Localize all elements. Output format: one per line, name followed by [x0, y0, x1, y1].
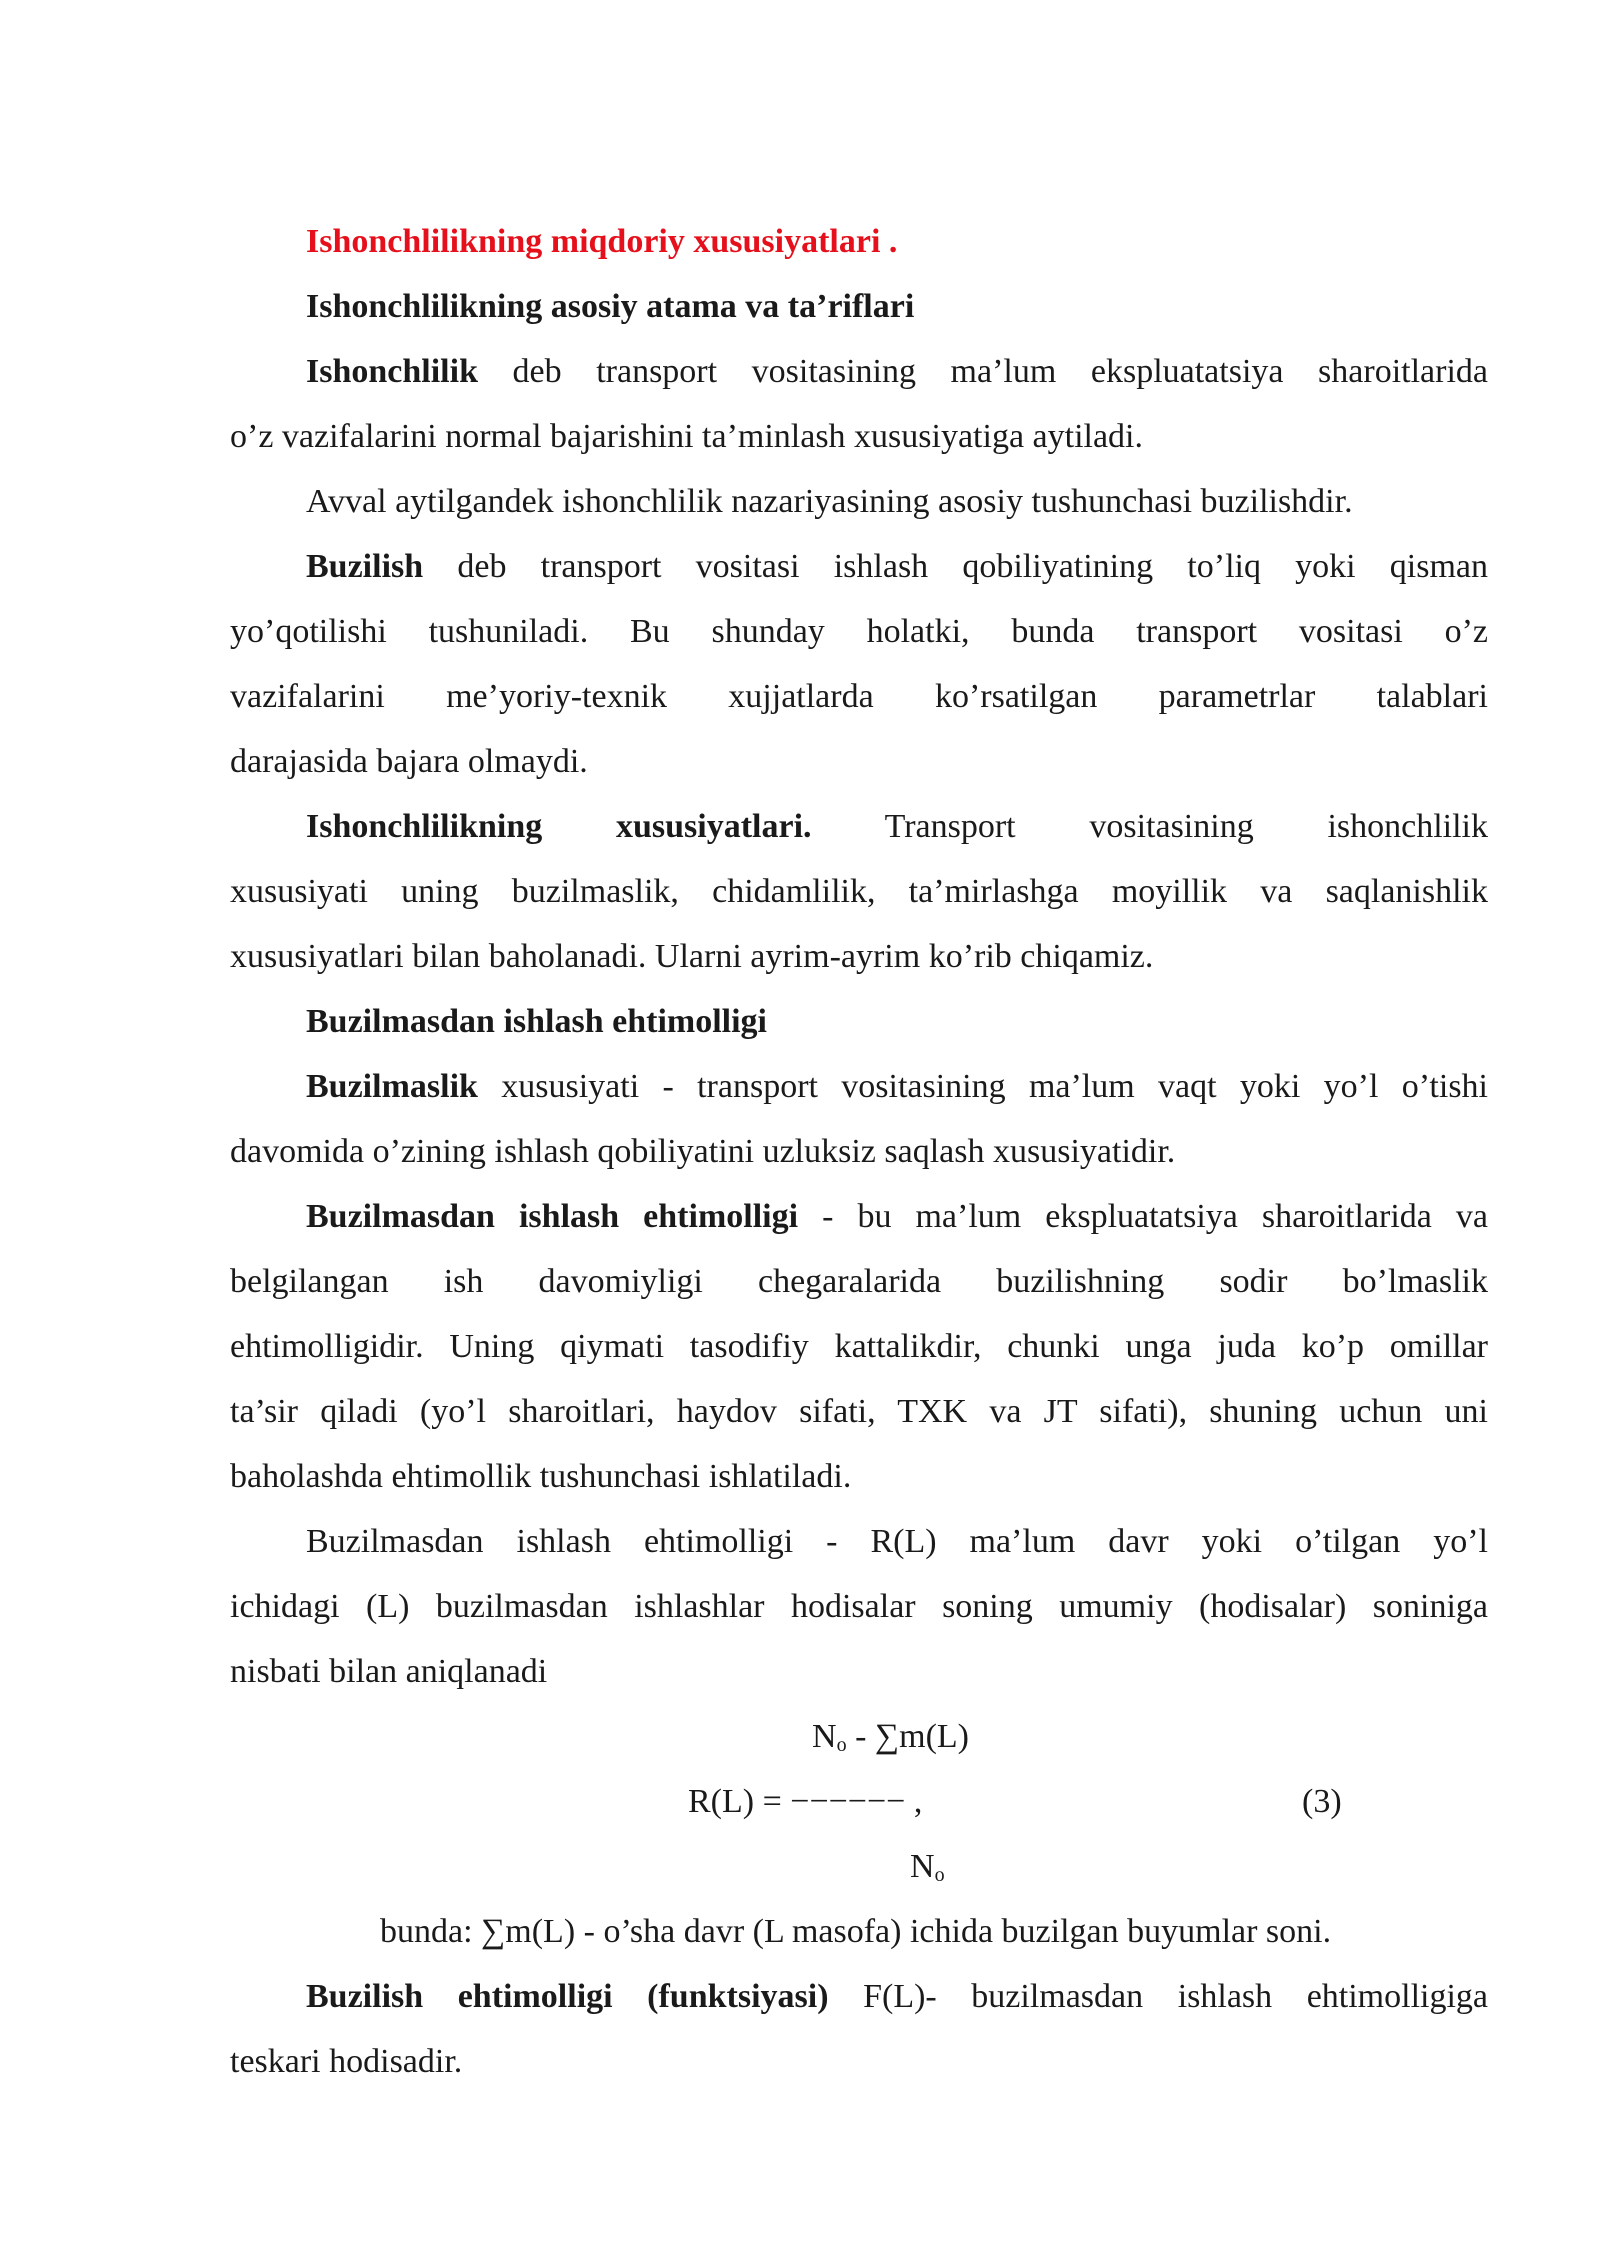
paragraph-line: Avval aytilgandek ishonchlilik nazariyasining asosiy tushunchasi buzilishdir.: [306, 483, 1353, 520]
paragraph-line: darajasida bajara olmaydi.: [230, 743, 588, 780]
paragraph-line: yo’qotilishi tushuniladi. Bu shunday holatki, bunda transport vositasi o’z: [230, 613, 1488, 650]
paragraph-line: ichidagi (L) buzilmasdan ishlashlar hodisalar soning umumiy (hodisalar) soniniga: [230, 1588, 1488, 1625]
paragraph-line: belgilangan ish davomiyligi chegaralarida buzilishning sodir bo’lmaslik: [230, 1263, 1488, 1300]
subsection-heading: Buzilmasdan ishlash ehtimolligi: [306, 1003, 767, 1040]
paragraph-line: o’z vazifalarini normal bajarishini ta’minlash xususiyatiga aytiladi.: [230, 418, 1144, 455]
paragraph-line: xususiyatlari bilan baholanadi. Ularni ayrim-ayrim ko’rib chiqamiz.: [230, 938, 1154, 975]
paragraph-line: Ishonchlilik deb transport vositasining ma’lum ekspluatatsiya sharoitlarida: [306, 353, 1488, 390]
paragraph-line: ehtimolligidir. Uning qiymati tasodifiy kattalikdir, chunki unga juda ko’p omillar: [230, 1328, 1488, 1365]
paragraph-line: nisbati bilan aniqlanadi: [230, 1653, 548, 1690]
section-title: Ishonchlilikning miqdoriy xususiyatlari .: [306, 223, 898, 260]
paragraph-line: Buzilmasdan ishlash ehtimolligi - R(L) ma’lum davr yoki o’tilgan yo’l: [306, 1523, 1488, 1560]
paragraph-line: teskari hodisadir.: [230, 2043, 463, 2080]
defined-term: Buzilmaslik: [306, 1068, 478, 1105]
equation-number: (3): [1302, 1783, 1342, 1820]
defined-term: Ishonchlilik: [306, 353, 478, 390]
paragraph-line: Buzilish ehtimolligi (funktsiyasi) F(L)- buzilmasdan ishlash ehtimolligiga: [306, 1978, 1488, 2015]
formula-denominator: $N_o$: [910, 1848, 945, 1886]
paragraph-line: Buzilish deb transport vositasi ishlash qobiliyatining to’liq yoki qisman: [306, 548, 1488, 585]
paragraph-line: Buzilmaslik xususiyati - transport vositasining ma’lum vaqt yoki yo’l o’tishi: [306, 1068, 1488, 1105]
paragraph-line: Ishonchlilikning xususiyatlari. Transport vositasining ishonchlilik: [306, 808, 1488, 845]
paragraph-line: baholashda ehtimollik tushunchasi ishlatiladi.: [230, 1458, 852, 1495]
defined-term: Buzilish ehtimolligi (funktsiyasi): [306, 1978, 829, 2015]
defined-term: Buzilish: [306, 548, 424, 585]
paragraph-line: davomida o’zining ishlash qobiliyatini uzluksiz saqlash xususiyatidir.: [230, 1133, 1176, 1170]
defined-term: Buzilmasdan ishlash ehtimolligi: [306, 1198, 799, 1235]
formula-explanation: bunda: ∑m(L) - o’sha davr (L masofa) ichida buzilgan buyumlar soni.: [380, 1913, 1332, 1950]
paragraph-line: vazifalarini me’yoriy-texnik xujjatlarda ko’rsatilgan parametrlar talablari: [230, 678, 1488, 715]
paragraph-line: xususiyati uning buzilmaslik, chidamlilik, ta’mirlashga moyillik va saqlanishlik: [230, 873, 1488, 910]
paragraph-line: ta’sir qiladi (yo’l sharoitlari, haydov sifati, TXK va JT sifati), shuning uchun uni: [230, 1393, 1488, 1430]
defined-term: Ishonchlilikning xususiyatlari.: [306, 808, 812, 845]
formula-main-line: R(L) = −−−−−− ,: [688, 1783, 923, 1820]
formula-numerator: $N_o - \sum m(L)$: [812, 1718, 969, 1756]
paragraph-line: Buzilmasdan ishlash ehtimolligi - bu ma’lum ekspluatatsiya sharoitlarida va: [306, 1198, 1488, 1235]
section-subtitle: Ishonchlilikning asosiy atama va ta’riflari: [306, 288, 915, 325]
